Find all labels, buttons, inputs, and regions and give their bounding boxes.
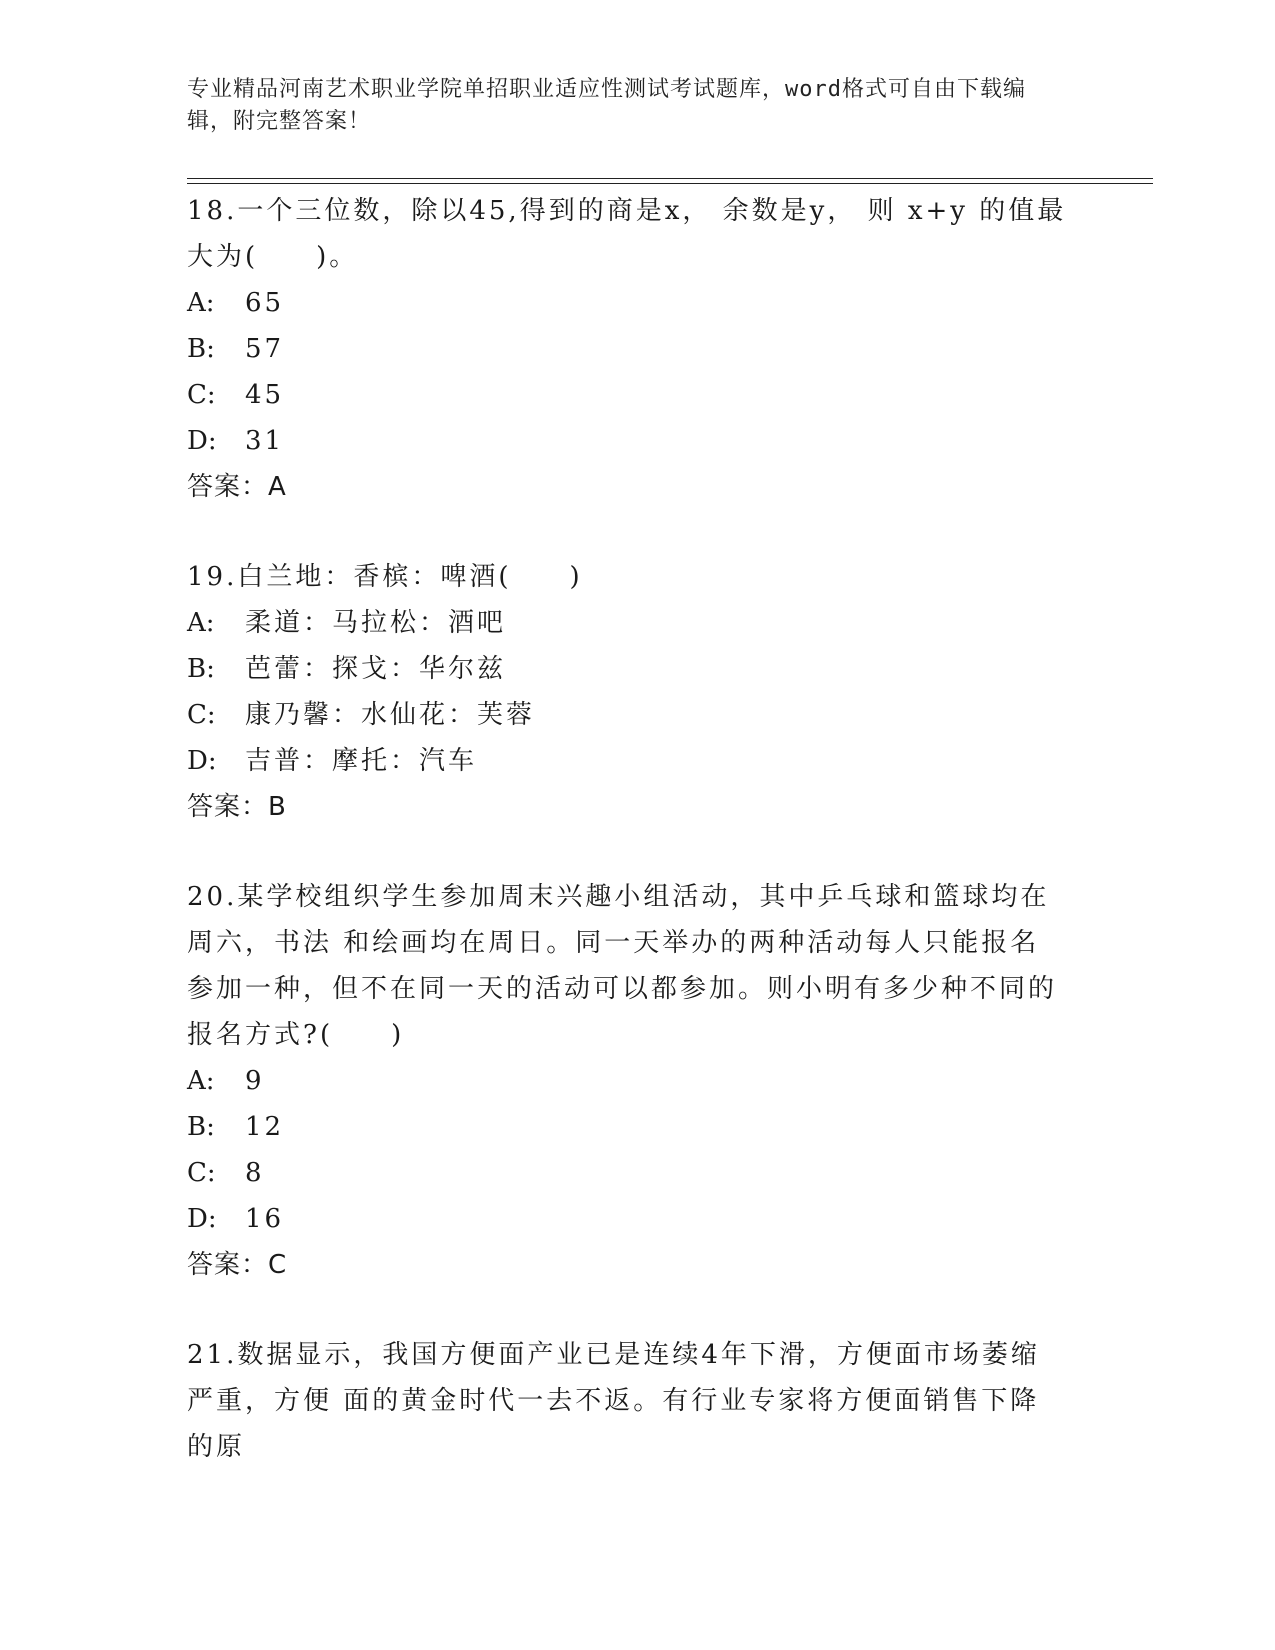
- answer-line: 答案：A: [187, 472, 287, 502]
- question-stem: 20.某学校组织学生参加周末兴趣小组活动，其中乒乓球和篮球均在周六，书法 和绘画均在周日。同一天举办的两种活动每人只能报名参加一种，但不在同一天的活动可以都参加。则小明有多少种不同的报名方式?( ): [187, 882, 1058, 1050]
- option-key: A:: [187, 1066, 215, 1096]
- option-text: 柔道：马拉松：酒吧: [245, 608, 507, 638]
- question-19: [187, 554, 1067, 830]
- spacer: [187, 830, 1067, 874]
- option-key: D:: [187, 746, 217, 776]
- option-c: [187, 692, 1067, 738]
- option-key: C:: [187, 380, 216, 410]
- option-a: [187, 280, 1067, 326]
- option-d: [187, 1196, 1067, 1242]
- option-key: B:: [187, 654, 215, 684]
- question-stem: 21.数据显示，我国方便面产业已是连续4年下滑，方便面市场萎缩严重，方便 面的黄金时代一去不返。有行业专家将方便面销售下降的原: [187, 1340, 1040, 1462]
- option-text: 吉普：摩托：汽车: [245, 746, 478, 776]
- option-b: [187, 646, 1067, 692]
- option-text: 31: [245, 426, 285, 456]
- option-d: [187, 738, 1067, 784]
- option-text: 16: [245, 1204, 285, 1234]
- option-key: C:: [187, 700, 216, 730]
- option-text: 65: [245, 288, 285, 318]
- spacer: [187, 1288, 1067, 1332]
- option-key: B:: [187, 334, 215, 364]
- question-stem: 18.一个三位数，除以45,得到的商是x， 余数是y， 则 x+y 的值最大为( )。: [187, 196, 1067, 272]
- question-18: [187, 188, 1067, 510]
- answer-line: 答案：B: [187, 792, 287, 822]
- option-b: [187, 326, 1067, 372]
- header-divider-bottom: [187, 183, 1153, 184]
- answer-line: 答案：C: [187, 1250, 288, 1280]
- page-header: 专业精品河南艺术职业学院单招职业适应性测试考试题库，word格式可自由下载编辑，附完整答案！: [187, 77, 1026, 134]
- option-text: 康乃馨：水仙花：芙蓉: [245, 700, 536, 730]
- option-text: 9: [245, 1066, 265, 1096]
- header-divider-top: [187, 178, 1153, 179]
- option-key: D:: [187, 1204, 217, 1234]
- question-list: [187, 188, 1067, 1470]
- option-text: 8: [245, 1158, 265, 1188]
- option-text: 12: [245, 1112, 285, 1142]
- option-text: 45: [245, 380, 285, 410]
- question-20: [187, 874, 1067, 1288]
- option-key: D:: [187, 426, 217, 456]
- question-21: [187, 1332, 1067, 1470]
- option-key: A:: [187, 288, 215, 318]
- option-b: [187, 1104, 1067, 1150]
- spacer: [187, 510, 1067, 554]
- option-a: [187, 600, 1067, 646]
- option-text: 芭蕾：探戈：华尔兹: [245, 654, 507, 684]
- question-stem: 19.白兰地：香槟：啤酒( ): [187, 562, 583, 592]
- option-c: [187, 372, 1067, 418]
- option-key: B:: [187, 1112, 215, 1142]
- option-d: [187, 418, 1067, 464]
- option-text: 57: [245, 334, 285, 364]
- option-key: A:: [187, 608, 215, 638]
- option-c: [187, 1150, 1067, 1196]
- option-key: C:: [187, 1158, 216, 1188]
- option-a: [187, 1058, 1067, 1104]
